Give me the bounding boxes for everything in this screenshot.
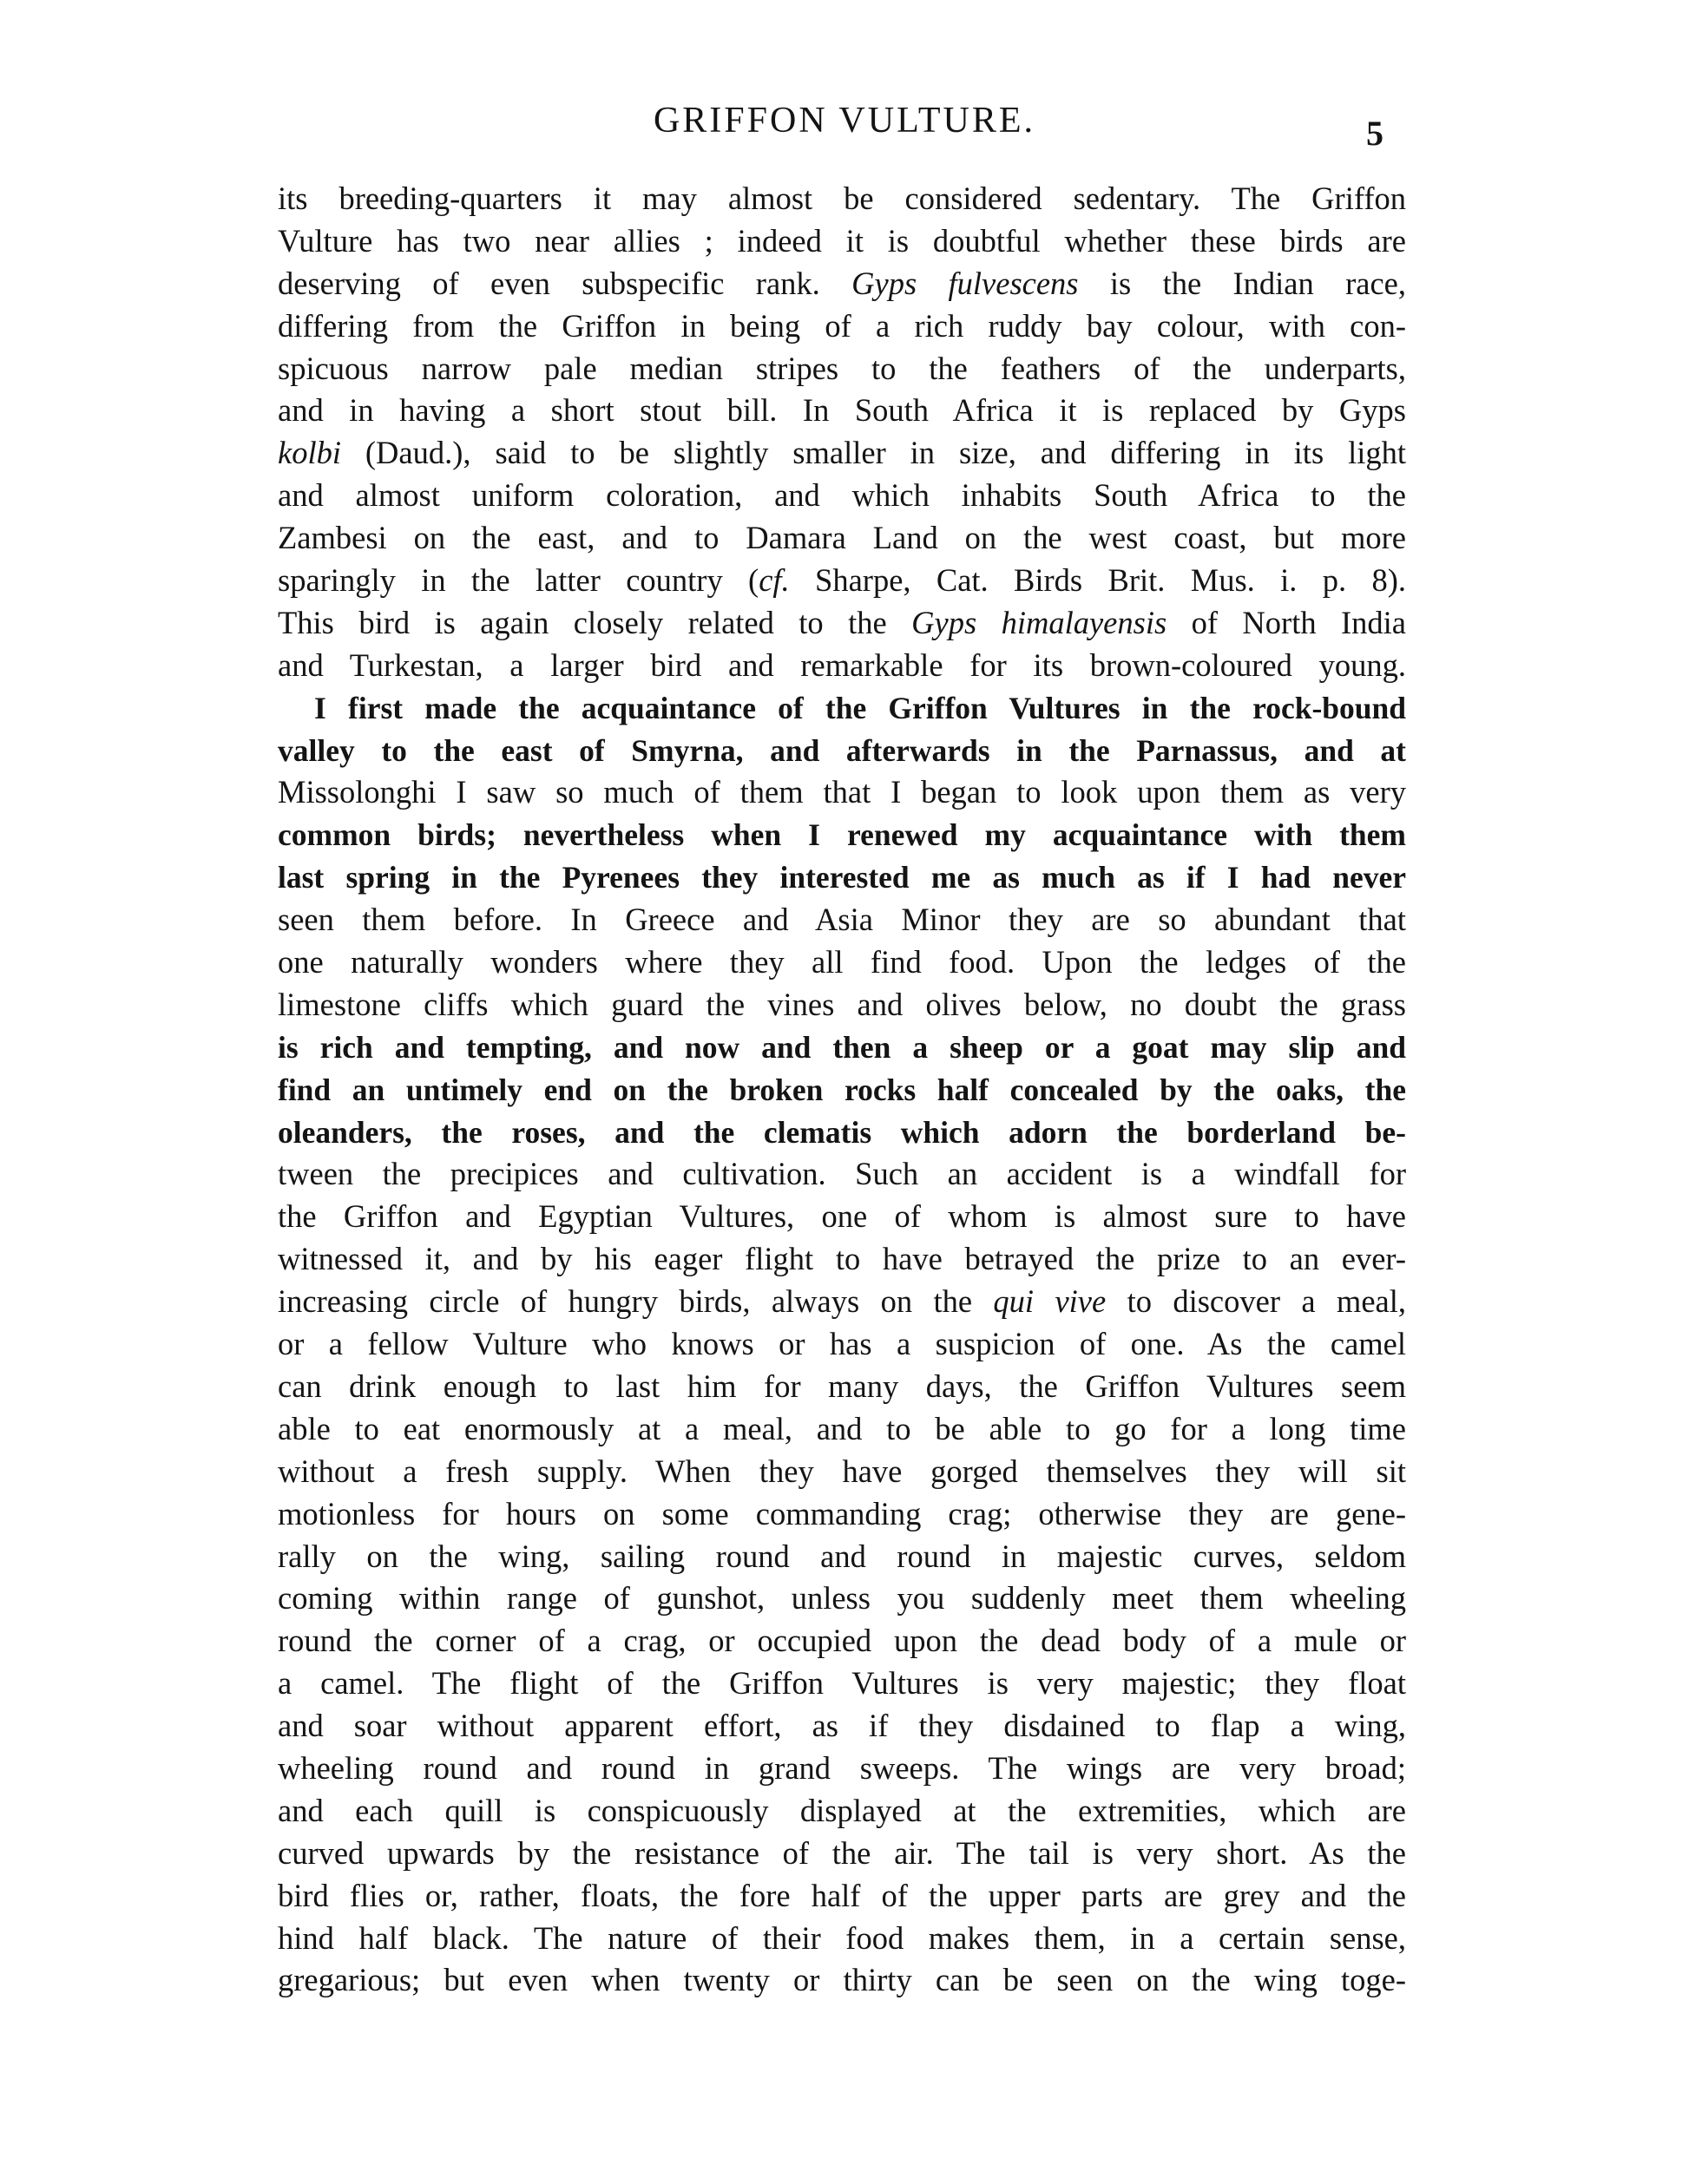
text-line: witnessed it, and by his eager flight to have betrayed the prize to an ever-: [278, 1241, 1406, 1277]
text-line: increasing circle of hungry birds, always on the qui vive to discover a meal,: [278, 1283, 1406, 1320]
page-title: GRIFFON VULTURE.: [653, 101, 1036, 141]
text-line: gregarious; but even when twenty or thirty can be seen on the wing toge-: [278, 1962, 1406, 1998]
text-line: motionless for hours on some commanding crag; otherwise they are gene-: [278, 1495, 1406, 1531]
text-line: spicuous narrow pale median stripes to the feathers of the underparts,: [278, 350, 1406, 386]
body-text: [278, 178, 1406, 2002]
text-line: and each quill is conspicuously displayed at the extremities, which are: [278, 1792, 1406, 1828]
text-line: I first made the acquaintance of the Griffon Vultures in the rock-bound: [314, 690, 1406, 725]
text-line: last spring in the Pyrenees they interested me as much as if I had never: [278, 860, 1406, 895]
text-line: and Turkestan, a larger bird and remarkable for its brown-coloured young.: [278, 646, 1406, 683]
text-line: common birds; nevertheless when I renewed my acquaintance with them: [278, 817, 1406, 853]
text-line: coming within range of gunshot, unless you suddenly meet them wheeling: [278, 1580, 1406, 1617]
text-line: hind half black. The nature of their food makes them, in a certain sense,: [278, 1919, 1406, 1956]
text-line: differing from the Griffon in being of a rich ruddy bay colour, with con-: [278, 307, 1406, 344]
text-line: limestone cliffs which guard the vines and olives below, no doubt the grass: [278, 986, 1406, 1022]
text-line: tween the precipices and cultivation. Such an accident is a windfall for: [278, 1156, 1406, 1192]
text-line: deserving of even subspecific rank. Gyps fulvescens is the Indian race,: [278, 265, 1406, 301]
text-line: the Griffon and Egyptian Vultures, one of whom is almost sure to have: [278, 1198, 1406, 1235]
text-line: Vulture has two near allies ; indeed it is doubtful whether these birds are: [278, 222, 1406, 259]
text-line: seen them before. In Greece and Asia Minor they are so abundant that: [278, 902, 1406, 938]
text-line: is rich and tempting, and now and then a sheep or a goat may slip and: [278, 1029, 1406, 1065]
text-line: or a fellow Vulture who knows or has a suspicion of one. As the camel: [278, 1326, 1406, 1362]
text-line: its breeding-quarters it may almost be considered sedentary. The Griffon: [278, 180, 1406, 216]
text-line: and almost uniform coloration, and which inhabits South Africa to the: [278, 477, 1406, 514]
text-line: kolbi (Daud.), said to be slightly smaller in size, and differing in its light: [278, 435, 1406, 471]
text-line: round the corner of a crag, or occupied upon the dead body of a mule or: [278, 1623, 1406, 1659]
text-line: bird flies or, rather, floats, the fore half of the upper parts are grey and the: [278, 1877, 1406, 1913]
text-line: oleanders, the roses, and the clematis which adorn the borderland be-: [278, 1114, 1406, 1150]
text-line: This bird is again closely related to the Gyps himalayensis of North India: [278, 604, 1407, 640]
text-line: able to eat enormously at a meal, and to be able to go for a long time: [278, 1410, 1406, 1446]
text-line: wheeling round and round in grand sweeps. The wings are very broad;: [278, 1749, 1406, 1786]
text-line: find an untimely end on the broken rocks half concealed by the oaks, the: [278, 1072, 1406, 1107]
text-line: rally on the wing, sailing round and round in majestic curves, seldom: [278, 1538, 1406, 1574]
text-line: can drink enough to last him for many days, the Griffon Vultures seem: [278, 1367, 1406, 1404]
text-line: valley to the east of Smyrna, and afterwards in the Parnassus, and at: [278, 732, 1406, 768]
text-line: a camel. The flight of the Griffon Vultures is very majestic; they float: [278, 1665, 1406, 1702]
page-number: 5: [1366, 114, 1383, 153]
text-line: one naturally wonders where they all find food. Upon the ledges of the: [278, 944, 1406, 981]
text-line: and in having a short stout bill. In South Africa it is replaced by Gyps: [278, 392, 1406, 429]
text-line: without a fresh supply. When they have gorged themselves they will sit: [278, 1453, 1406, 1489]
text-line: sparingly in the latter country (cf. Sharpe, Cat. Birds Brit. Mus. i. p. 8).: [278, 562, 1407, 599]
text-line: curved upwards by the resistance of the air. The tail is very short. As the: [278, 1834, 1406, 1871]
text-line: Zambesi on the east, and to Damara Land on the west coast, but more: [278, 520, 1406, 556]
text-line: and soar without apparent effort, as if they disdained to flap a wing,: [278, 1708, 1406, 1744]
text-line: Missolonghi I saw so much of them that I began to look upon them as very: [278, 774, 1406, 810]
